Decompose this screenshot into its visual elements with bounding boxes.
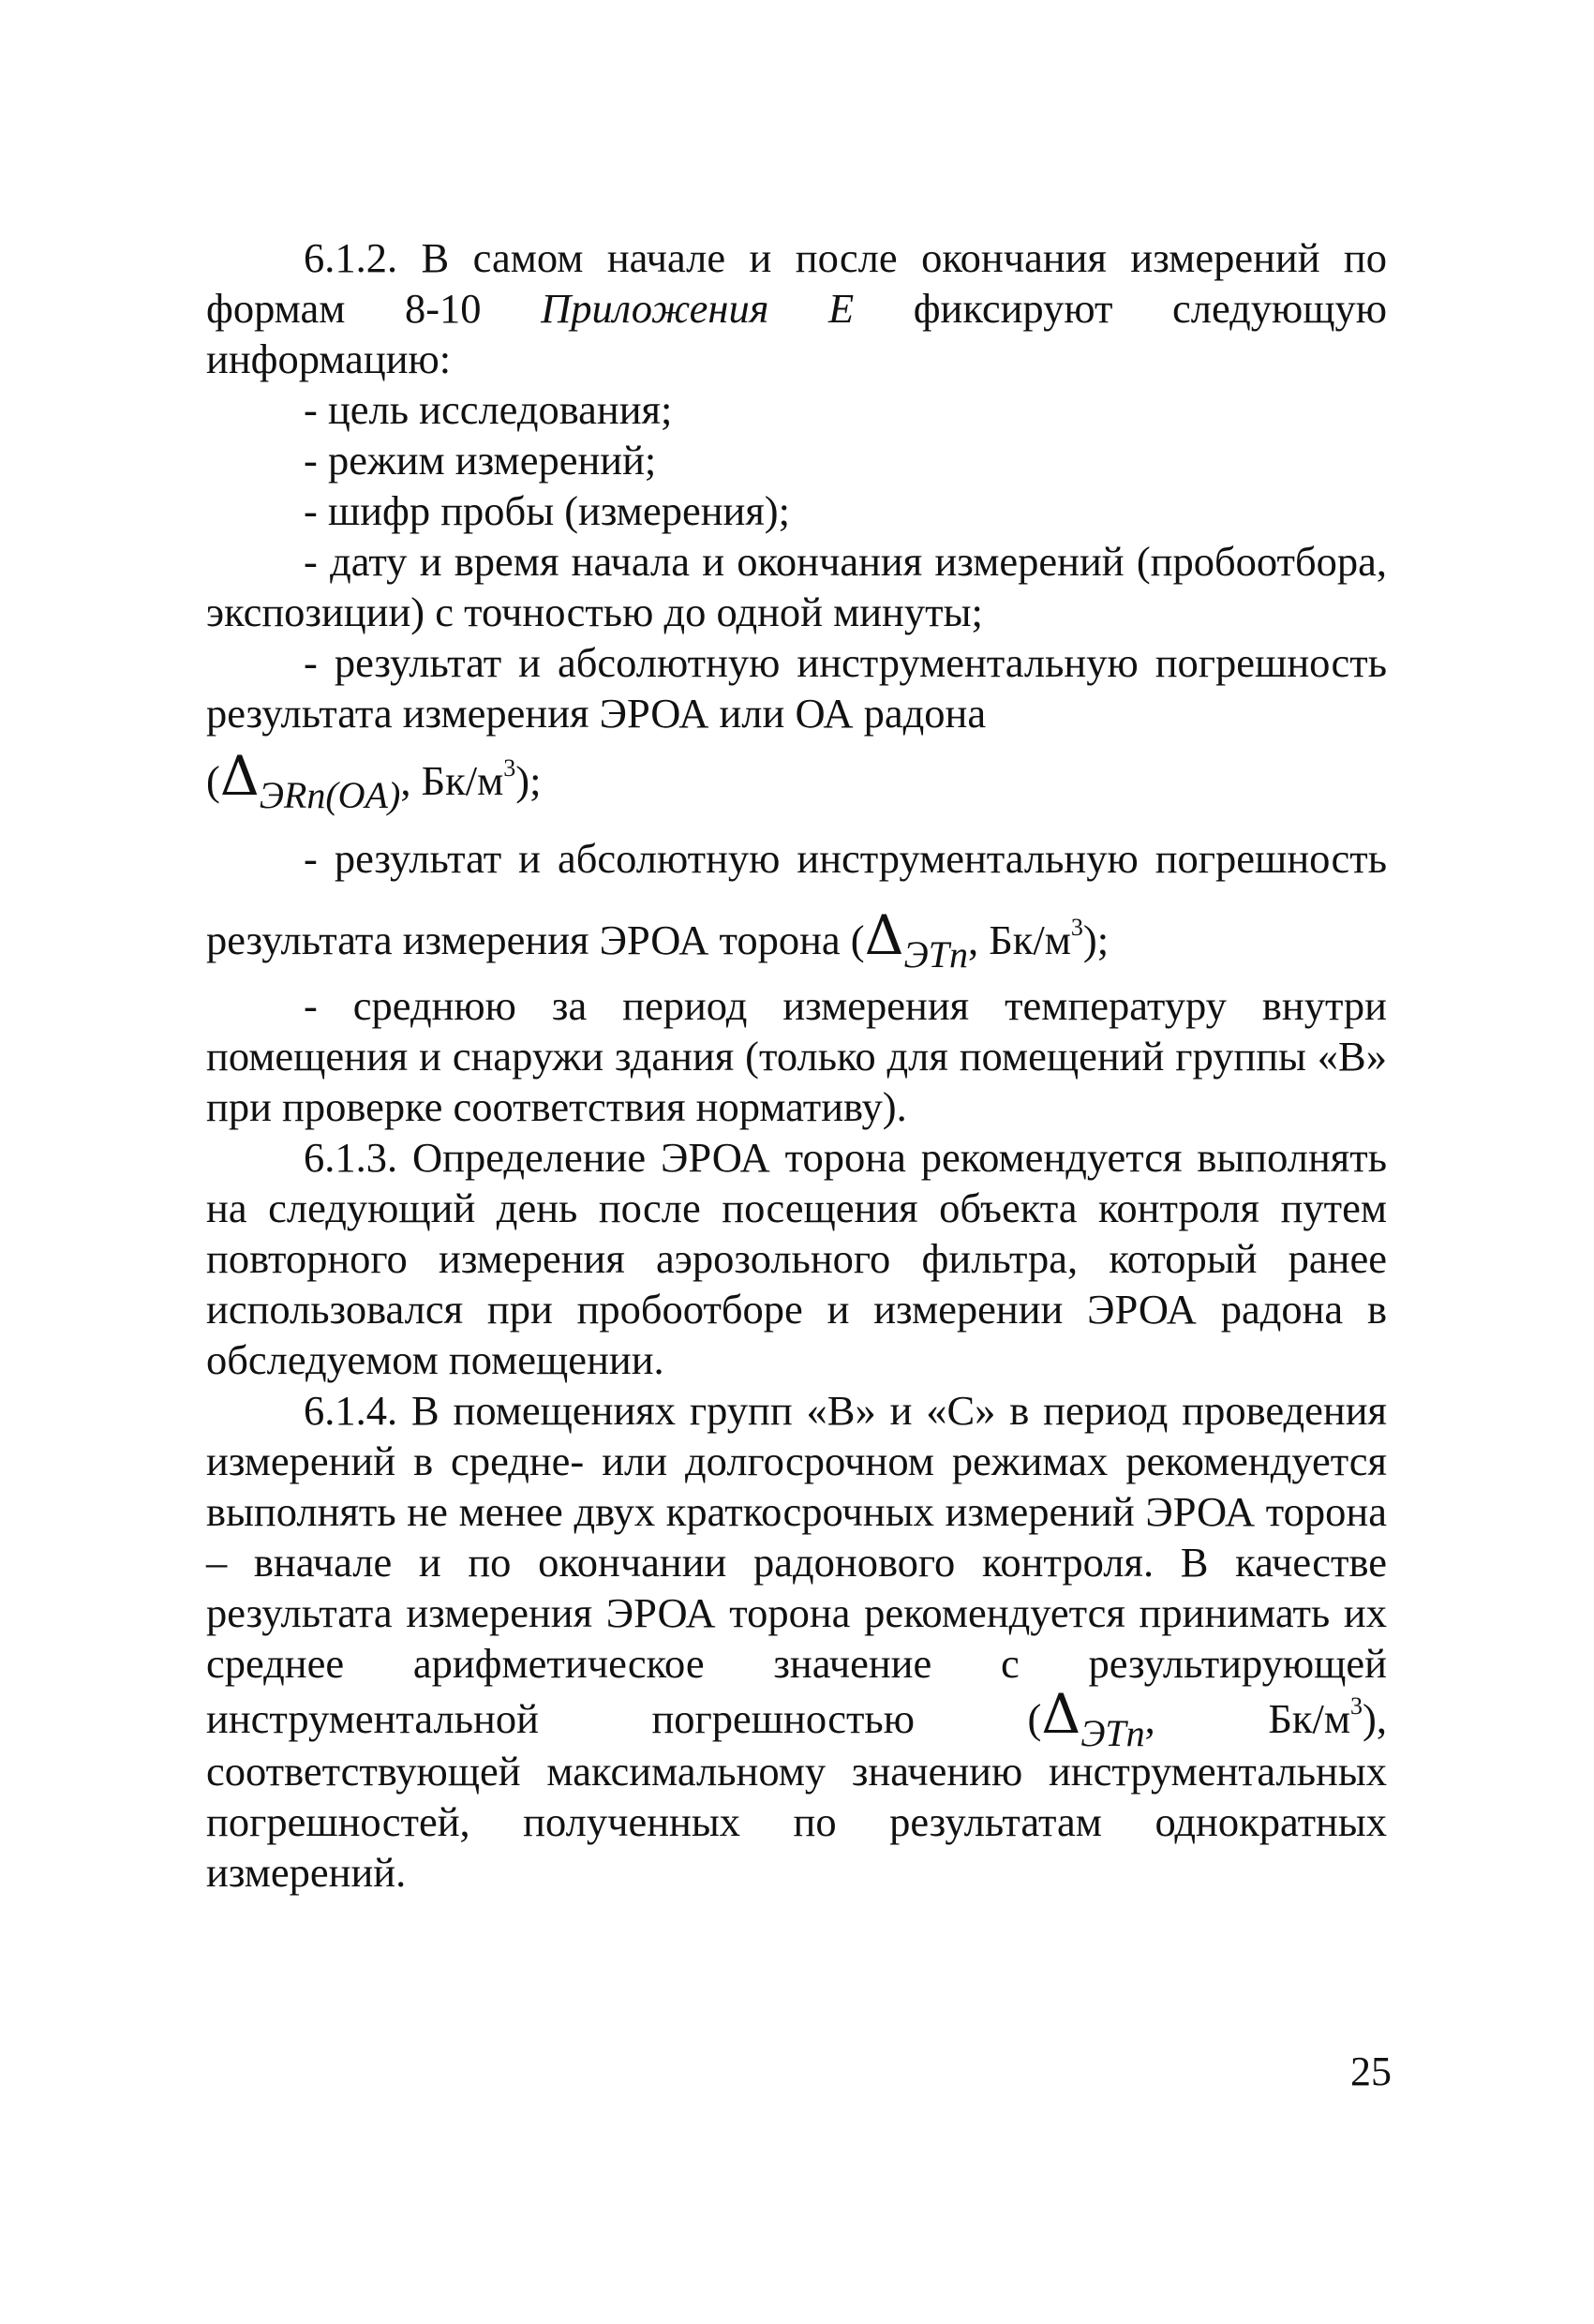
- paragraph-6-1-3: 6.1.3. Определение ЭРОА торона рекомендуется выполнять на следующий день после посещения объекта контроля путем повторного измерения аэрозольного фильтра, который ранее использовался при пробоотборе и измерении ЭРОА радона в обследуемом помещении.: [206, 1134, 1387, 1383]
- list-item-thoron-result: - результат и абсолютную инструментальную погрешность результата измерения ЭРОА торона (ΔЭTn, $Бк/м^3$);: [206, 835, 1387, 976]
- appendix-reference: Приложения Е: [541, 285, 855, 332]
- formula-subscript: ЭTn: [1080, 1712, 1145, 1754]
- list-item: - режим измерений;: [304, 437, 657, 484]
- formula-subscript: ЭTn: [903, 933, 968, 976]
- document-page: [206, 232, 1387, 1898]
- formula-radon-error: (ΔЭRn(OA), $Бк/м^3$);: [206, 744, 542, 816]
- list-item-radon-result: - результат и абсолютную инструментальную погрешность результата измерения ЭРОА или ОА радона: [206, 639, 1387, 737]
- list-item-temperature: - среднюю за период измерения температуру внутри помещения и снаружи здания (только для помещений группы «В» при проверке соответствия нормативу).: [206, 982, 1387, 1130]
- page-number: 25: [1350, 2048, 1392, 2094]
- delta-symbol: Δ: [1041, 1682, 1081, 1746]
- unit-exponent: 3: [1350, 1692, 1363, 1721]
- unit-exponent: 3: [503, 754, 516, 782]
- list-item: - шифр пробы (измерения);: [304, 487, 790, 534]
- list-item: - дату и время начала и окончания измерений (пробоотбора, экспозиции) с точностью до одной минуты;: [206, 538, 1387, 635]
- paragraph-6-1-2-text-end: фиксируют следующую информацию:: [206, 285, 1388, 382]
- unit-exponent: 3: [1070, 914, 1083, 942]
- delta-symbol: Δ: [864, 903, 904, 967]
- paragraph-6-1-2-text: 6.1.2. В самом начале и после окончания измерений по формам 8-10: [206, 234, 1387, 332]
- formula-subscript: ЭRn(OA): [259, 774, 401, 816]
- paragraph-6-1-2: [206, 232, 1387, 384]
- paragraph-6-1-4: 6.1.4. В помещениях групп «В» и «С» в период проведения измерений в средне- или долгосрочном режимах рекомендуется выполнять не менее двух краткосрочных измерений ЭРОА торона – вначале и по окончании радонового контроля. В качестве результата измерения ЭРОА торона рекомендуется принимать их среднее арифметическое значение с результирующей инструментальной погрешностью (ΔЭTn, $Бк/м^3$), соответствующей максимальному значению инструментальных погрешностей, полученных по результатам однократных измерений.: [206, 1387, 1387, 1896]
- list-item: - цель исследования;: [304, 386, 673, 433]
- delta-symbol: Δ: [219, 744, 260, 808]
